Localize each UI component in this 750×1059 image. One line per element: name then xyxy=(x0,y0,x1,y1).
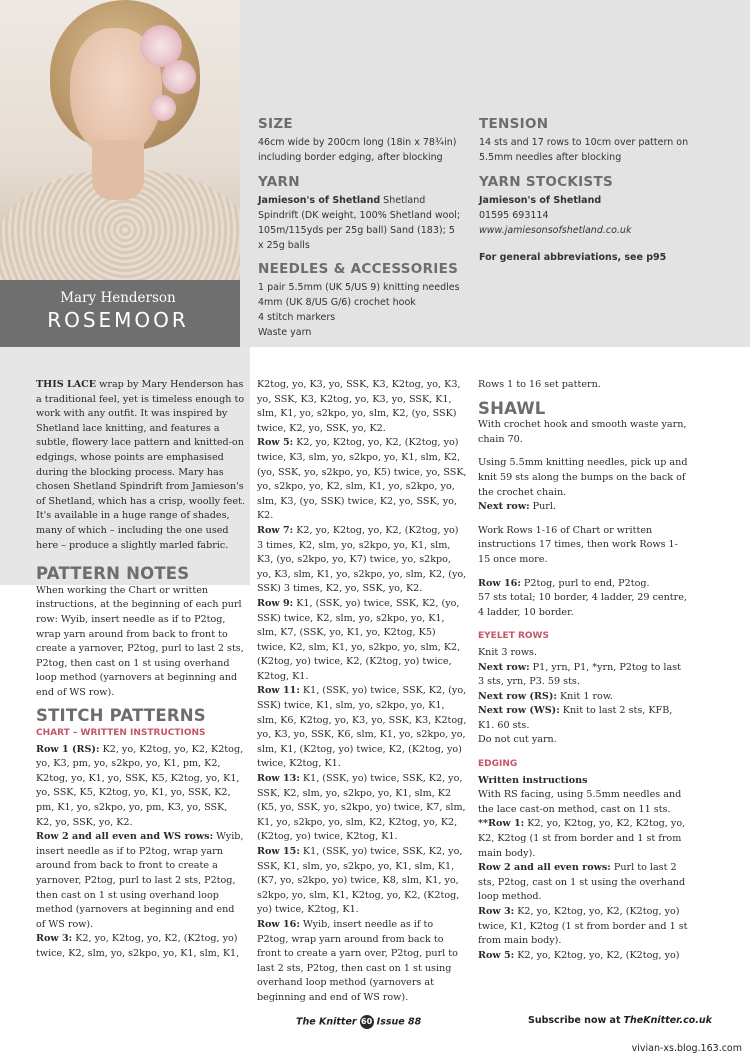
row-label: **Row 1: xyxy=(478,818,525,830)
row-instruction xyxy=(478,861,690,905)
row-label: Row 16: xyxy=(478,577,521,589)
needles-line: Waste yarn xyxy=(258,327,312,338)
yarn-details: Shetland Spindrift (DK weight, 100% Shetland wool; 105m/115yds per 25g ball) Sand (183); 5 x 25g balls xyxy=(258,195,461,251)
needles-section xyxy=(258,262,468,340)
designer-name: Mary Henderson xyxy=(60,290,176,306)
size-text: 46cm wide by 200cm long (18in x 78¾in) including border edging, after blocking xyxy=(258,137,457,163)
needles-line: 4mm (UK 8/US G/6) crochet hook xyxy=(258,297,416,308)
row-instruction xyxy=(36,932,246,961)
row-text: K2, yo, K2tog, yo, K2, (K2tog, yo) twice, K3, slm, yo, s2kpo, yo, K1, slm, K2, (yo, SSK, yo, s2kpo, yo, K5) twice, yo, SSK, yo, s2kpo, yo, K2, slm, K1, yo, s2kpo, yo, slm, K3, (yo, SSK) twice, K2, yo, SSK, yo, K2. xyxy=(257,437,467,522)
row-instruction xyxy=(478,500,690,515)
needles-line: 1 pair 5.5mm (UK 5/US 9) knitting needles xyxy=(258,282,460,293)
subscribe-text: Subscribe now at xyxy=(528,1015,621,1026)
row-text: Knit 1 row. xyxy=(556,690,613,702)
tension-heading: TENSION xyxy=(479,116,549,132)
row-label: Row 3: xyxy=(36,933,73,945)
row-label: Row 11: xyxy=(257,685,300,697)
model-photo xyxy=(0,0,240,347)
row-text: Purl to last 2 sts, P2tog, cast on 1 st using the overhand loop method. xyxy=(478,862,686,903)
row-text: K1, (SSK, yo) twice, SSK, K2, yo, SSK, K1, slm, yo, s2kpo, yo, K1, slm, K1, (K7, yo, s2kpo, yo) twice, K8, slm, K1, yo, s2kpo, yo, slm, K1, K2tog, yo, K2, (K2tog, yo) twice, K2tog, K1. xyxy=(257,846,463,916)
stockist-website[interactable]: www.jamiesonsofshetland.co.uk xyxy=(479,225,632,236)
neck-image xyxy=(92,140,144,200)
row-label: Next row (RS): xyxy=(478,690,557,702)
work-rows-text: Work Rows 1-16 of Chart or written instructions 17 times, then work Rows 1-15 once more. xyxy=(478,524,678,565)
shawl-text: Using 5.5mm knitting needles, pick up and knit 59 sts along the bumps on the back of the crochet chain. xyxy=(478,457,688,498)
row-label: Row 5: xyxy=(478,949,515,961)
intro-lead: THIS LACE xyxy=(36,379,97,390)
row-instruction xyxy=(478,817,690,861)
needles-line: 4 stitch markers xyxy=(258,312,336,323)
row-instruction xyxy=(257,597,467,685)
magazine-name: The Knitter xyxy=(296,1016,357,1028)
row-instruction xyxy=(478,949,690,964)
column-3 xyxy=(478,378,690,963)
edging-heading: EDGING xyxy=(478,759,518,770)
chart-heading: CHART – WRITTEN INSTRUCTIONS xyxy=(36,728,206,739)
row-instruction xyxy=(478,704,690,733)
row-instruction xyxy=(257,684,467,772)
row-instruction xyxy=(257,524,467,597)
yarn-section xyxy=(258,175,463,253)
row-label: Row 16: xyxy=(257,918,300,930)
row-text: P1, yrn, P1, *yrn, P2tog to last 3 sts, yrn, P3. 59 sts. xyxy=(478,661,681,688)
footer-magazine xyxy=(296,1015,421,1029)
row-text: K2, yo, K2tog, yo, K2, (K2tog, yo) twice, K1, K2tog (1 st from border and 1 st from main body). xyxy=(478,906,688,947)
yarn-heading: YARN xyxy=(258,174,300,190)
row-text: Wyib, insert needle as if to P2tog, wrap yarn around from back to front to create a yarn over, P2tog, purl to last 2 sts, P2tog, then cast on 1 st using overhand loop method (yarnovers at beginning and end of WS row). xyxy=(257,918,458,1003)
row-instruction xyxy=(257,918,467,1006)
row-instruction xyxy=(478,661,690,690)
row-instruction xyxy=(257,845,467,918)
tension-section xyxy=(479,117,709,165)
row-instruction: K2tog, yo, K3, yo, SSK, K3, K2tog, yo, K3, yo, SSK, K3, K2tog, yo, K3, yo, SSK, K1, slm, K1, yo, s2kpo, yo, slm, K2, (yo, SSK) twice, K2, yo, SSK, yo, K2. xyxy=(257,379,461,434)
row-label: Row 15: xyxy=(257,846,300,857)
intro-paragraph xyxy=(36,378,246,553)
tension-text: 14 sts and 17 rows to 10cm over pattern on 5.5mm needles after blocking xyxy=(479,137,689,163)
row-text: K2, yo, K2tog, yo, K2, (K2tog, yo) twice, K2, slm, yo, s2kpo, yo, K1, slm, K1, xyxy=(36,933,240,959)
row-instruction xyxy=(257,772,467,845)
written-instructions-label: Written instructions xyxy=(478,774,588,786)
stockists-heading: YARN STOCKISTS xyxy=(479,174,613,190)
row-label: Row 2 and all even rows: xyxy=(478,862,611,874)
watermark: vivian-xs.blog.163.com xyxy=(631,1043,742,1054)
row-label: Next row: xyxy=(478,661,530,673)
eyelet-rows-heading: EYELET ROWS xyxy=(478,631,549,642)
needles-heading: NEEDLES & ACCESSORIES xyxy=(258,261,459,277)
yarn-brand: Jamieson's of Shetland xyxy=(258,195,381,206)
row-instruction xyxy=(36,830,246,932)
do-not-cut-text: Do not cut yarn. xyxy=(478,734,557,746)
column-1 xyxy=(36,378,246,962)
row-text: K2, yo, K2tog, yo, K2, (K2tog, yo) xyxy=(514,949,680,961)
stockists-section xyxy=(479,175,709,265)
row-text: K2, yo, K2tog, yo, K2, K2tog, yo, K3, pm, yo, s2kpo, yo, K1, pm, K2, K2tog, yo, K1, yo, SSK, K5, K2tog, yo, K1, yo, SSK, K5, K2tog, yo, K1, yo, SSK, K2, pm, K1, yo, s2kpo, yo, pm, K3, yo, SSK, K2, yo, SSK, yo, K2. xyxy=(36,743,244,828)
row-text: K2, yo, K2tog, yo, K2, (K2tog, yo) 3 times, K2, slm, yo, s2kpo, yo, K1, slm, K3, (yo, s2kpo, yo, K7) twice, yo, s2kpo, yo, K3, slm, K1, yo, s2kpo, yo, slm, K2, (yo, SSK) 3 times, K2, yo, SSK, yo, K2. xyxy=(257,524,467,595)
shawl-heading: SHAWL xyxy=(478,398,546,418)
intro-text: wrap by Mary Henderson has a traditional feel, yet is timeless enough to work with any outfit. It was inspired by Shetland lace knitting, and features a subtle, flowery lace pattern and knitted-on edgings, whose points are emphasised during the blocking process. Mary has chosen Shetland Spindrift from Jamieson's of Shetland, which has a crisp, woolly feet. It's available in a huge range of shades, many of which – including the one used here – produce a slightly marled fabric. xyxy=(36,379,245,551)
knit-rows-text: Knit 3 rows. xyxy=(478,646,538,658)
row-text: P2tog, purl to end, P2tog. xyxy=(520,577,650,589)
stockist-phone: 01595 693114 xyxy=(479,210,549,221)
footer-subscribe xyxy=(528,1015,712,1026)
stitch-patterns-heading: STITCH PATTERNS xyxy=(36,706,206,726)
row-text: K1, (SSK, yo) twice, SSK, K2, (yo, SSK) twice, K1, slm, yo, s2kpo, yo, K1, slm, K6, K2tog, yo, K3, yo, SSK, K3, K2tog, yo, K3, yo, SSK, K6, slm, K1, yo, s2kpo, yo, slm, K1, (K2tog, yo) twice, K2, (K2tog, yo) twice, K2tog, K1. xyxy=(257,685,467,770)
rows-set-text: Rows 1 to 16 set pattern. xyxy=(478,379,601,390)
row-label: Next row: xyxy=(478,501,530,513)
row-text: K2, yo, K2tog, yo, K2, K2tog, yo, K2, K2tog (1 st from border and 1 st from main body). xyxy=(478,818,686,859)
pattern-notes-heading: PATTERN NOTES xyxy=(36,564,190,584)
page-number: 60 xyxy=(360,1015,374,1029)
row-instruction xyxy=(257,436,467,524)
flower-decoration xyxy=(150,95,176,121)
row-label: Row 5: xyxy=(257,437,294,449)
pattern-notes-text: When working the Chart or written instructions, at the beginning of each purl row: Wyib, insert needle as if to P2tog, wrap yarn around from back to front to create a yarnover, P2tog, purl to last 2 sts, P2tog, then cast on 1 st using overhand loop method (yarnovers at beginning and end of WS row). xyxy=(36,584,244,698)
stockist-name: Jamieson's of Shetland xyxy=(479,195,602,206)
row-label: Row 7: xyxy=(257,524,294,536)
row-label: Row 9: xyxy=(257,597,294,609)
row-label: Row 13: xyxy=(257,773,300,785)
row-label: Row 2 and all even and WS rows: xyxy=(36,831,214,843)
issue-number: Issue 88 xyxy=(376,1016,422,1028)
row-label: Row 1 (RS): xyxy=(36,743,100,755)
row-text: Purl. xyxy=(529,501,557,513)
stitch-total-text: 57 sts total; 10 border, 4 ladder, 29 centre, 4 ladder, 10 border. xyxy=(478,592,687,618)
row-instruction xyxy=(478,905,690,949)
shawl-text: With crochet hook and smooth waste yarn, chain 70. xyxy=(478,419,687,445)
row-instruction xyxy=(36,743,246,831)
row-label: Row 3: xyxy=(478,906,515,917)
size-heading: SIZE xyxy=(258,116,293,132)
row-text: Wyib, insert needle as if to P2tog, wrap yarn around from back to front to create a yarnover, P2tog, purl to last 2 sts, P2tog, then cast on 1 st using overhand loop method (yarnovers at beginning and end of WS row). xyxy=(36,831,244,930)
flower-decoration xyxy=(162,60,196,94)
row-text: Knit to last 2 sts, KFB, K1. 60 sts. xyxy=(478,705,673,731)
size-section xyxy=(258,117,463,165)
row-text: K1, (SSK, yo) twice, SSK, K2, (yo, SSK) twice, K2, slm, yo, s2kpo, yo, K1, slm, K7, (SSK, yo, K1, yo, K2tog, K5) twice, K2, slm, K1, yo, s2kpo, yo, slm, K2, (K2tog, yo) twice, K2, (K2tog, yo) twice, K2tog, K1. xyxy=(257,597,461,682)
row-instruction xyxy=(478,690,690,705)
yarn-text xyxy=(258,193,463,253)
abbreviations-note: For general abbreviations, see p95 xyxy=(479,252,667,263)
edging-intro: With RS facing, using 5.5mm needles and the lace cast-on method, cast on 11 sts. xyxy=(478,789,682,815)
row-text: K1, (SSK, yo) twice, SSK, K2, yo, SSK, K2, slm, yo, s2kpo, yo, K1, slm, K2 (K5, yo, SSK, yo, s2kpo, yo) twice, K7, slm, K1, yo, s2kpo, yo, slm, K2, K2tog, yo, K2, (K2tog, yo) twice, K2tog, K1. xyxy=(257,773,466,843)
row-instruction xyxy=(478,577,690,592)
row-label: Next row (WS): xyxy=(478,705,560,717)
site-link[interactable]: TheKnitter.co.uk xyxy=(623,1015,712,1026)
column-2 xyxy=(257,378,467,1006)
design-title: ROSEMOOR xyxy=(47,308,189,332)
